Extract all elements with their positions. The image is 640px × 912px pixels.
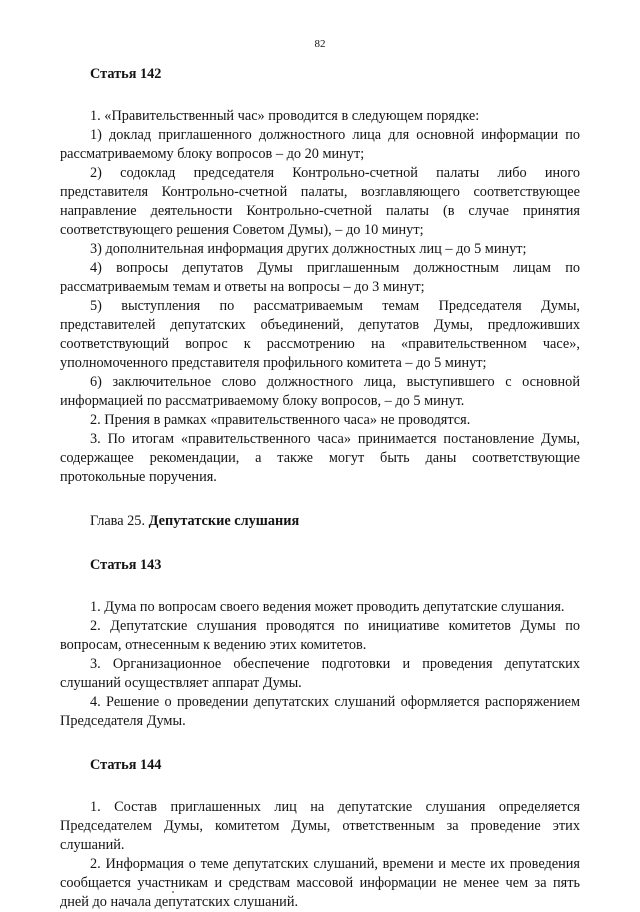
paragraph: 2. Информация о теме депутатских слушаний, времени и месте их проведения сообщается участникам и средствам массовой информации не менее чем за пять дней до начала депутатских слушаний. xyxy=(60,856,580,910)
paragraph: 2. Депутатские слушания проводятся по инициативе комитетов Думы по вопросам, отнесенным к ведению этих комитетов. xyxy=(60,618,580,653)
paragraph: 3) дополнительная информация других должностных лиц – до 5 минут; xyxy=(90,241,527,257)
chapter-prefix: Глава 25. xyxy=(90,513,146,529)
article-144-heading: Статья 144 xyxy=(90,757,162,773)
scan-speck xyxy=(172,891,174,893)
paragraph: 1. Состав приглашенных лиц на депутатские слушания определяется Председателем Думы, комитетом Думы, ответственным за проведение этих слушаний. xyxy=(60,799,580,853)
paragraph: 1. «Правительственный час» проводится в следующем порядке: xyxy=(90,108,480,124)
paragraph: 1. Дума по вопросам своего ведения может проводить депутатские слушания. xyxy=(90,599,565,615)
article-143-heading: Статья 143 xyxy=(90,557,162,573)
paragraph: 3. Организационное обеспечение подготовки и проведения депутатских слушаний осуществляет аппарат Думы. xyxy=(60,656,580,691)
paragraph: 2) содоклад председателя Контрольно-счетной палаты либо иного представителя Контрольно-счетной палаты, возглавляющего соответствующее направление деятельности Контрольно-счетной палаты (в случае принятия соответствующего решения Советом Думы), – до 10 минут; xyxy=(60,165,580,238)
article-142-heading: Статья 142 xyxy=(90,66,162,82)
chapter-25-heading xyxy=(90,512,580,531)
paragraph: 2. Прения в рамках «правительственного часа» не проводятся. xyxy=(90,412,471,428)
paragraph: 5) выступления по рассматриваемым темам Председателя Думы, представителей депутатских объединений, депутатов Думы, предложивших соответствующий вопрос к рассмотрению на «правительственном часе», уполномоченного представителя профильного комитета – до 5 минут; xyxy=(60,298,580,371)
page-number: 82 xyxy=(314,38,326,50)
chapter-title: Депутатские слушания xyxy=(148,513,300,529)
paragraph: 3. По итогам «правительственного часа» принимается постановление Думы, содержащее рекомендации, а также могут быть даны соответствующие протокольные поручения. xyxy=(60,431,580,485)
paragraph: 6) заключительное слово должностного лица, выступившего с основной информацией по рассматриваемому блоку вопросов, – до 5 минут. xyxy=(60,374,580,409)
document-content xyxy=(60,65,580,912)
paragraph: 1) доклад приглашенного должностного лица для основной информации по рассматриваемому блоку вопросов – до 20 минут; xyxy=(60,127,580,162)
paragraph: 4. Решение о проведении депутатских слушаний оформляется распоряжением Председателя Думы. xyxy=(60,694,580,729)
paragraph: 4) вопросы депутатов Думы приглашенным должностным лицам по рассматриваемым темам и ответы на вопросы – до 3 минут; xyxy=(60,260,580,295)
